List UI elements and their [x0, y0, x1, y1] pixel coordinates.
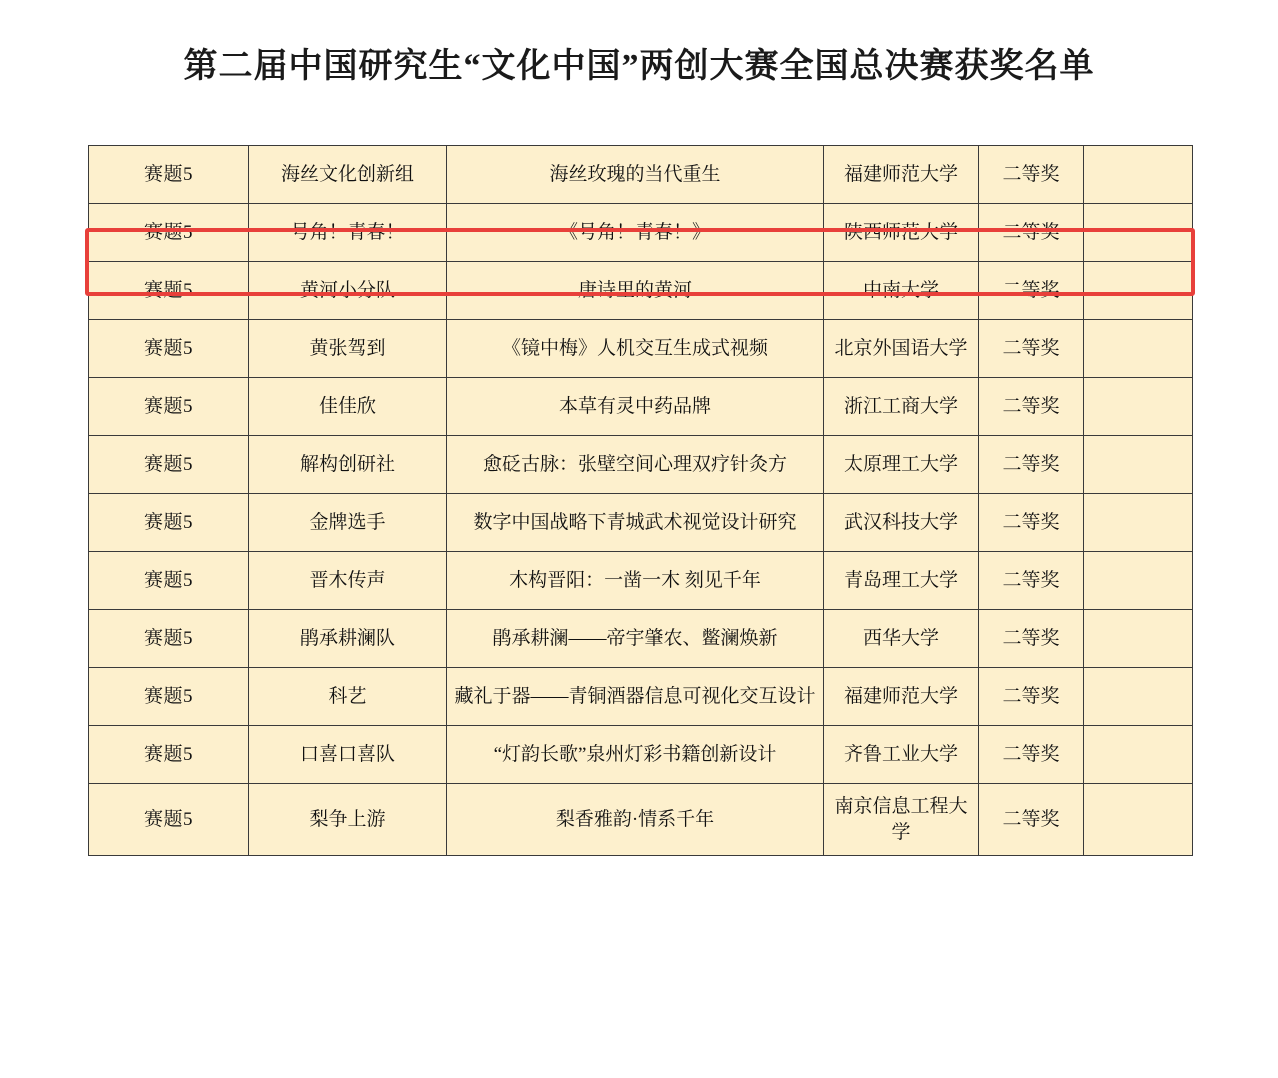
cell-note — [1084, 436, 1193, 494]
table-row — [89, 436, 1193, 494]
cell-work: 藏礼于器——青铜酒器信息可视化交互设计 — [447, 668, 824, 726]
cell-work: 愈砭古脉：张壁空间心理双疗针灸方 — [447, 436, 824, 494]
award-table-container — [88, 145, 1192, 856]
table-row-highlighted — [89, 204, 1193, 262]
table-row — [89, 320, 1193, 378]
cell-work: 唐诗里的黄河 — [447, 262, 824, 320]
cell-topic: 赛题5 — [89, 378, 249, 436]
cell-school: 浙江工商大学 — [824, 378, 979, 436]
cell-team: 解构创研社 — [249, 436, 447, 494]
award-table-body — [89, 146, 1193, 856]
cell-work: 《号角！青春！》 — [447, 204, 824, 262]
cell-award: 二等奖 — [979, 552, 1084, 610]
table-row — [89, 378, 1193, 436]
table-row — [89, 610, 1193, 668]
cell-award: 二等奖 — [979, 610, 1084, 668]
cell-topic: 赛题5 — [89, 494, 249, 552]
cell-team: 鹃承耕澜队 — [249, 610, 447, 668]
table-row — [89, 146, 1193, 204]
cell-topic: 赛题5 — [89, 320, 249, 378]
cell-note — [1084, 494, 1193, 552]
cell-award: 二等奖 — [979, 146, 1084, 204]
cell-work: “灯韵长歌”泉州灯彩书籍创新设计 — [447, 726, 824, 784]
cell-team: 黄河小分队 — [249, 262, 447, 320]
cell-award: 二等奖 — [979, 378, 1084, 436]
cell-award: 二等奖 — [979, 436, 1084, 494]
cell-work: 海丝玫瑰的当代重生 — [447, 146, 824, 204]
cell-work: 鹃承耕澜——帝宇肇农、鳖澜焕新 — [447, 610, 824, 668]
cell-school: 陕西师范大学 — [824, 204, 979, 262]
table-row — [89, 552, 1193, 610]
cell-team: 科艺 — [249, 668, 447, 726]
cell-school: 太原理工大学 — [824, 436, 979, 494]
cell-team: 晋木传声 — [249, 552, 447, 610]
cell-topic: 赛题5 — [89, 262, 249, 320]
cell-topic: 赛题5 — [89, 668, 249, 726]
cell-school: 武汉科技大学 — [824, 494, 979, 552]
cell-team: 口喜口喜队 — [249, 726, 447, 784]
cell-team: 金牌选手 — [249, 494, 447, 552]
cell-school: 齐鲁工业大学 — [824, 726, 979, 784]
cell-school: 中南大学 — [824, 262, 979, 320]
table-row — [89, 726, 1193, 784]
cell-school: 青岛理工大学 — [824, 552, 979, 610]
cell-topic: 赛题5 — [89, 436, 249, 494]
cell-topic: 赛题5 — [89, 610, 249, 668]
cell-topic: 赛题5 — [89, 552, 249, 610]
table-row — [89, 668, 1193, 726]
cell-note — [1084, 552, 1193, 610]
cell-work: 数字中国战略下青城武术视觉设计研究 — [447, 494, 824, 552]
cell-note — [1084, 146, 1193, 204]
cell-work: 《镜中梅》人机交互生成式视频 — [447, 320, 824, 378]
page-title: 第二届中国研究生“文化中国”两创大赛全国总决赛获奖名单 — [183, 48, 1095, 85]
cell-note — [1084, 784, 1193, 856]
cell-note — [1084, 320, 1193, 378]
table-row — [89, 784, 1193, 856]
cell-team: 梨争上游 — [249, 784, 447, 856]
cell-school: 福建师范大学 — [824, 668, 979, 726]
cell-award: 二等奖 — [979, 204, 1084, 262]
cell-award: 二等奖 — [979, 668, 1084, 726]
cell-team: 黄张驾到 — [249, 320, 447, 378]
cell-work: 本草有灵中药品牌 — [447, 378, 824, 436]
cell-team: 佳佳欣 — [249, 378, 447, 436]
cell-team: 海丝文化创新组 — [249, 146, 447, 204]
cell-note — [1084, 204, 1193, 262]
cell-team: 号角！青春！ — [249, 204, 447, 262]
table-row — [89, 494, 1193, 552]
cell-school: 西华大学 — [824, 610, 979, 668]
cell-topic: 赛题5 — [89, 784, 249, 856]
cell-award: 二等奖 — [979, 726, 1084, 784]
cell-school: 北京外国语大学 — [824, 320, 979, 378]
award-table — [88, 145, 1193, 856]
cell-note — [1084, 610, 1193, 668]
cell-school: 福建师范大学 — [824, 146, 979, 204]
cell-award: 二等奖 — [979, 494, 1084, 552]
cell-topic: 赛题5 — [89, 146, 249, 204]
cell-topic: 赛题5 — [89, 726, 249, 784]
cell-note — [1084, 726, 1193, 784]
cell-topic: 赛题5 — [89, 204, 249, 262]
cell-work: 梨香雅韵·情系千年 — [447, 784, 824, 856]
cell-school: 南京信息工程大学 — [824, 784, 979, 856]
cell-award: 二等奖 — [979, 784, 1084, 856]
cell-note — [1084, 262, 1193, 320]
cell-note — [1084, 378, 1193, 436]
cell-note — [1084, 668, 1193, 726]
cell-award: 二等奖 — [979, 320, 1084, 378]
cell-award: 二等奖 — [979, 262, 1084, 320]
cell-work: 木构晋阳：一凿一木 刻见千年 — [447, 552, 824, 610]
table-row — [89, 262, 1193, 320]
